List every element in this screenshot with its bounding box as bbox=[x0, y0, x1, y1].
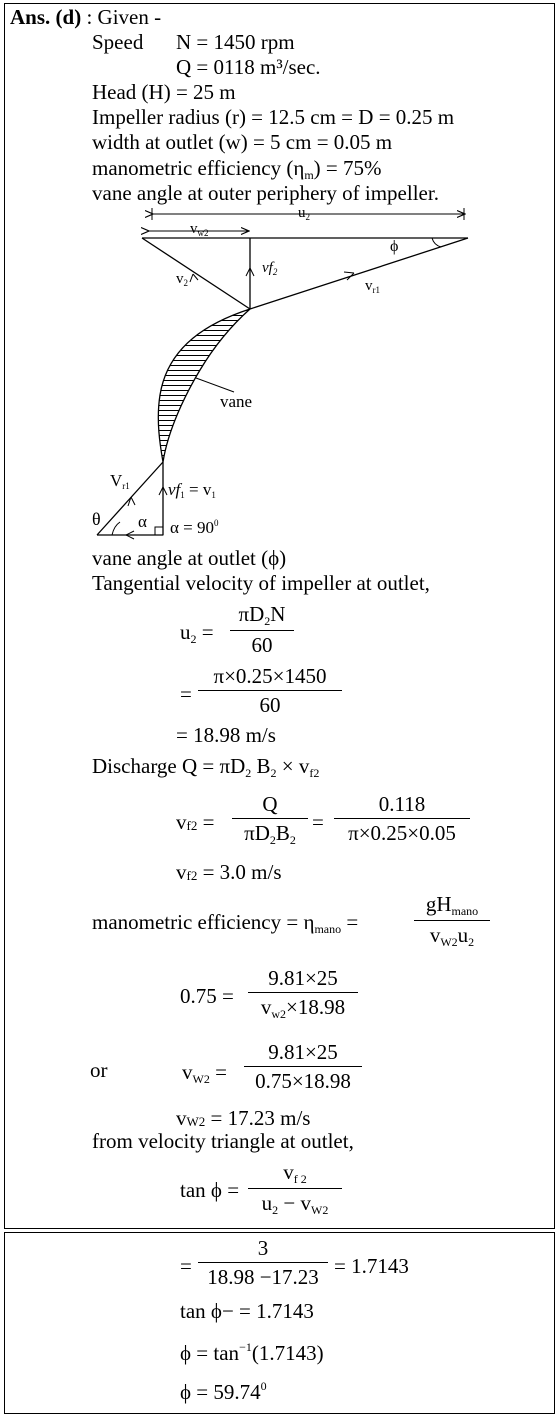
width-value: width at outlet (w) = 5 cm = 0.05 m bbox=[92, 130, 393, 154]
Vr1-label: $V_{r1}$ bbox=[110, 471, 130, 491]
head-value: Head (H) = 25 m bbox=[92, 80, 236, 104]
vr1-top-line bbox=[250, 238, 468, 309]
res-fraction: 3 18.98 −17.23 bbox=[198, 1238, 328, 1288]
vf2-result: vf2 = 3.0 m/s bbox=[176, 860, 282, 884]
or-text: or bbox=[90, 1058, 108, 1082]
res-eq: = bbox=[180, 1254, 192, 1278]
tan-fraction: $v_{f 2}$ $u_2 - v_{W2}$ bbox=[248, 1162, 342, 1216]
vw2-lhs: $v_{W2}$ = bbox=[182, 1060, 227, 1086]
vf1-label: $vf_1 = v_1$ bbox=[168, 480, 216, 500]
v2-line bbox=[142, 238, 250, 309]
vf2-label: $vf_2$ bbox=[262, 260, 278, 277]
vf2-fraction: Q $\pi D_2B_2$ bbox=[232, 794, 308, 846]
answer-heading: Ans. (d) : Given - bbox=[10, 5, 162, 29]
speed-value: N = 1450 rpm bbox=[176, 30, 295, 54]
vr1-top-label: $v_{r1}$ bbox=[365, 278, 380, 295]
u2-result: = 18.98 m/s bbox=[176, 723, 276, 747]
from-triangle-text: from velocity triangle at outlet, bbox=[92, 1129, 354, 1153]
vane-label: vane bbox=[220, 392, 253, 411]
alpha-label: α bbox=[138, 512, 147, 531]
v2-label: $v_2$ bbox=[176, 271, 188, 288]
u2-label: $u_2$ bbox=[298, 205, 310, 222]
discharge-line: Discharge $Q = \pi D_2$ $B_2 \times v_{f2}$ bbox=[92, 754, 320, 780]
vane-outlet-text: vane angle at outlet (ϕ) bbox=[92, 546, 287, 570]
eff-fraction: 9.81×25 $v_{w2}\times 18.98$ bbox=[248, 968, 358, 1020]
res-value: = 1.7143 bbox=[334, 1254, 409, 1278]
vw2-result: vW2 = 17.23 m/s bbox=[176, 1106, 311, 1130]
alpha-eq-label: $\alpha = 90^0$ bbox=[170, 518, 219, 537]
discharge-value: Q = 0118 m³/sec. bbox=[176, 55, 321, 79]
inverse-tan: $\phi = \tan^{-1}(1.7143)$ bbox=[180, 1340, 324, 1365]
efficiency-value: manometric efficiency $(\eta_m) = 75\%$ bbox=[92, 156, 382, 182]
vf2-lhs: vf2 = bbox=[176, 810, 215, 834]
radius-value: Impeller radius (r) = 12.5 cm = D = 0.25 m bbox=[92, 105, 455, 129]
tangential-text: Tangential velocity of impeller at outlet, bbox=[92, 571, 430, 595]
mano-fraction: $gH_{mano}$ $v_{W2}u_2$ bbox=[414, 894, 490, 948]
tan-lhs: tan ϕ = bbox=[180, 1178, 240, 1202]
vw2-label: $v_{w2}$ bbox=[190, 221, 209, 238]
final-answer: $\phi = 59.74^0$ bbox=[180, 1379, 267, 1404]
speed-label: Speed bbox=[92, 30, 144, 54]
tan-again: tan ϕ− = 1.7143 bbox=[180, 1299, 314, 1323]
u2-fraction-numeric: π×0.25×1450 60 bbox=[198, 666, 342, 716]
eff-lhs: 0.75 = bbox=[180, 984, 234, 1008]
theta-label: θ bbox=[92, 509, 101, 529]
vw2-fraction: 9.81×25 0.75×18.98 bbox=[244, 1042, 362, 1092]
u2-lhs: $u_2$ = bbox=[180, 620, 214, 646]
mano-label: manometric efficiency = $\eta_{mano}$ = bbox=[92, 910, 359, 936]
vf2-fraction-numeric: 0.118 π×0.25×0.05 bbox=[334, 794, 470, 844]
vane-angle-text: vane angle at outer periphery of impeller. bbox=[92, 181, 439, 205]
vf2-eq: = bbox=[312, 810, 324, 834]
u2-fraction: $\pi D_2N$ 60 bbox=[230, 604, 294, 656]
vane-shape bbox=[158, 309, 253, 462]
phi-label: ϕ bbox=[390, 238, 399, 255]
u2-eq2: = bbox=[180, 682, 192, 706]
velocity-triangle-diagram bbox=[0, 205, 559, 550]
